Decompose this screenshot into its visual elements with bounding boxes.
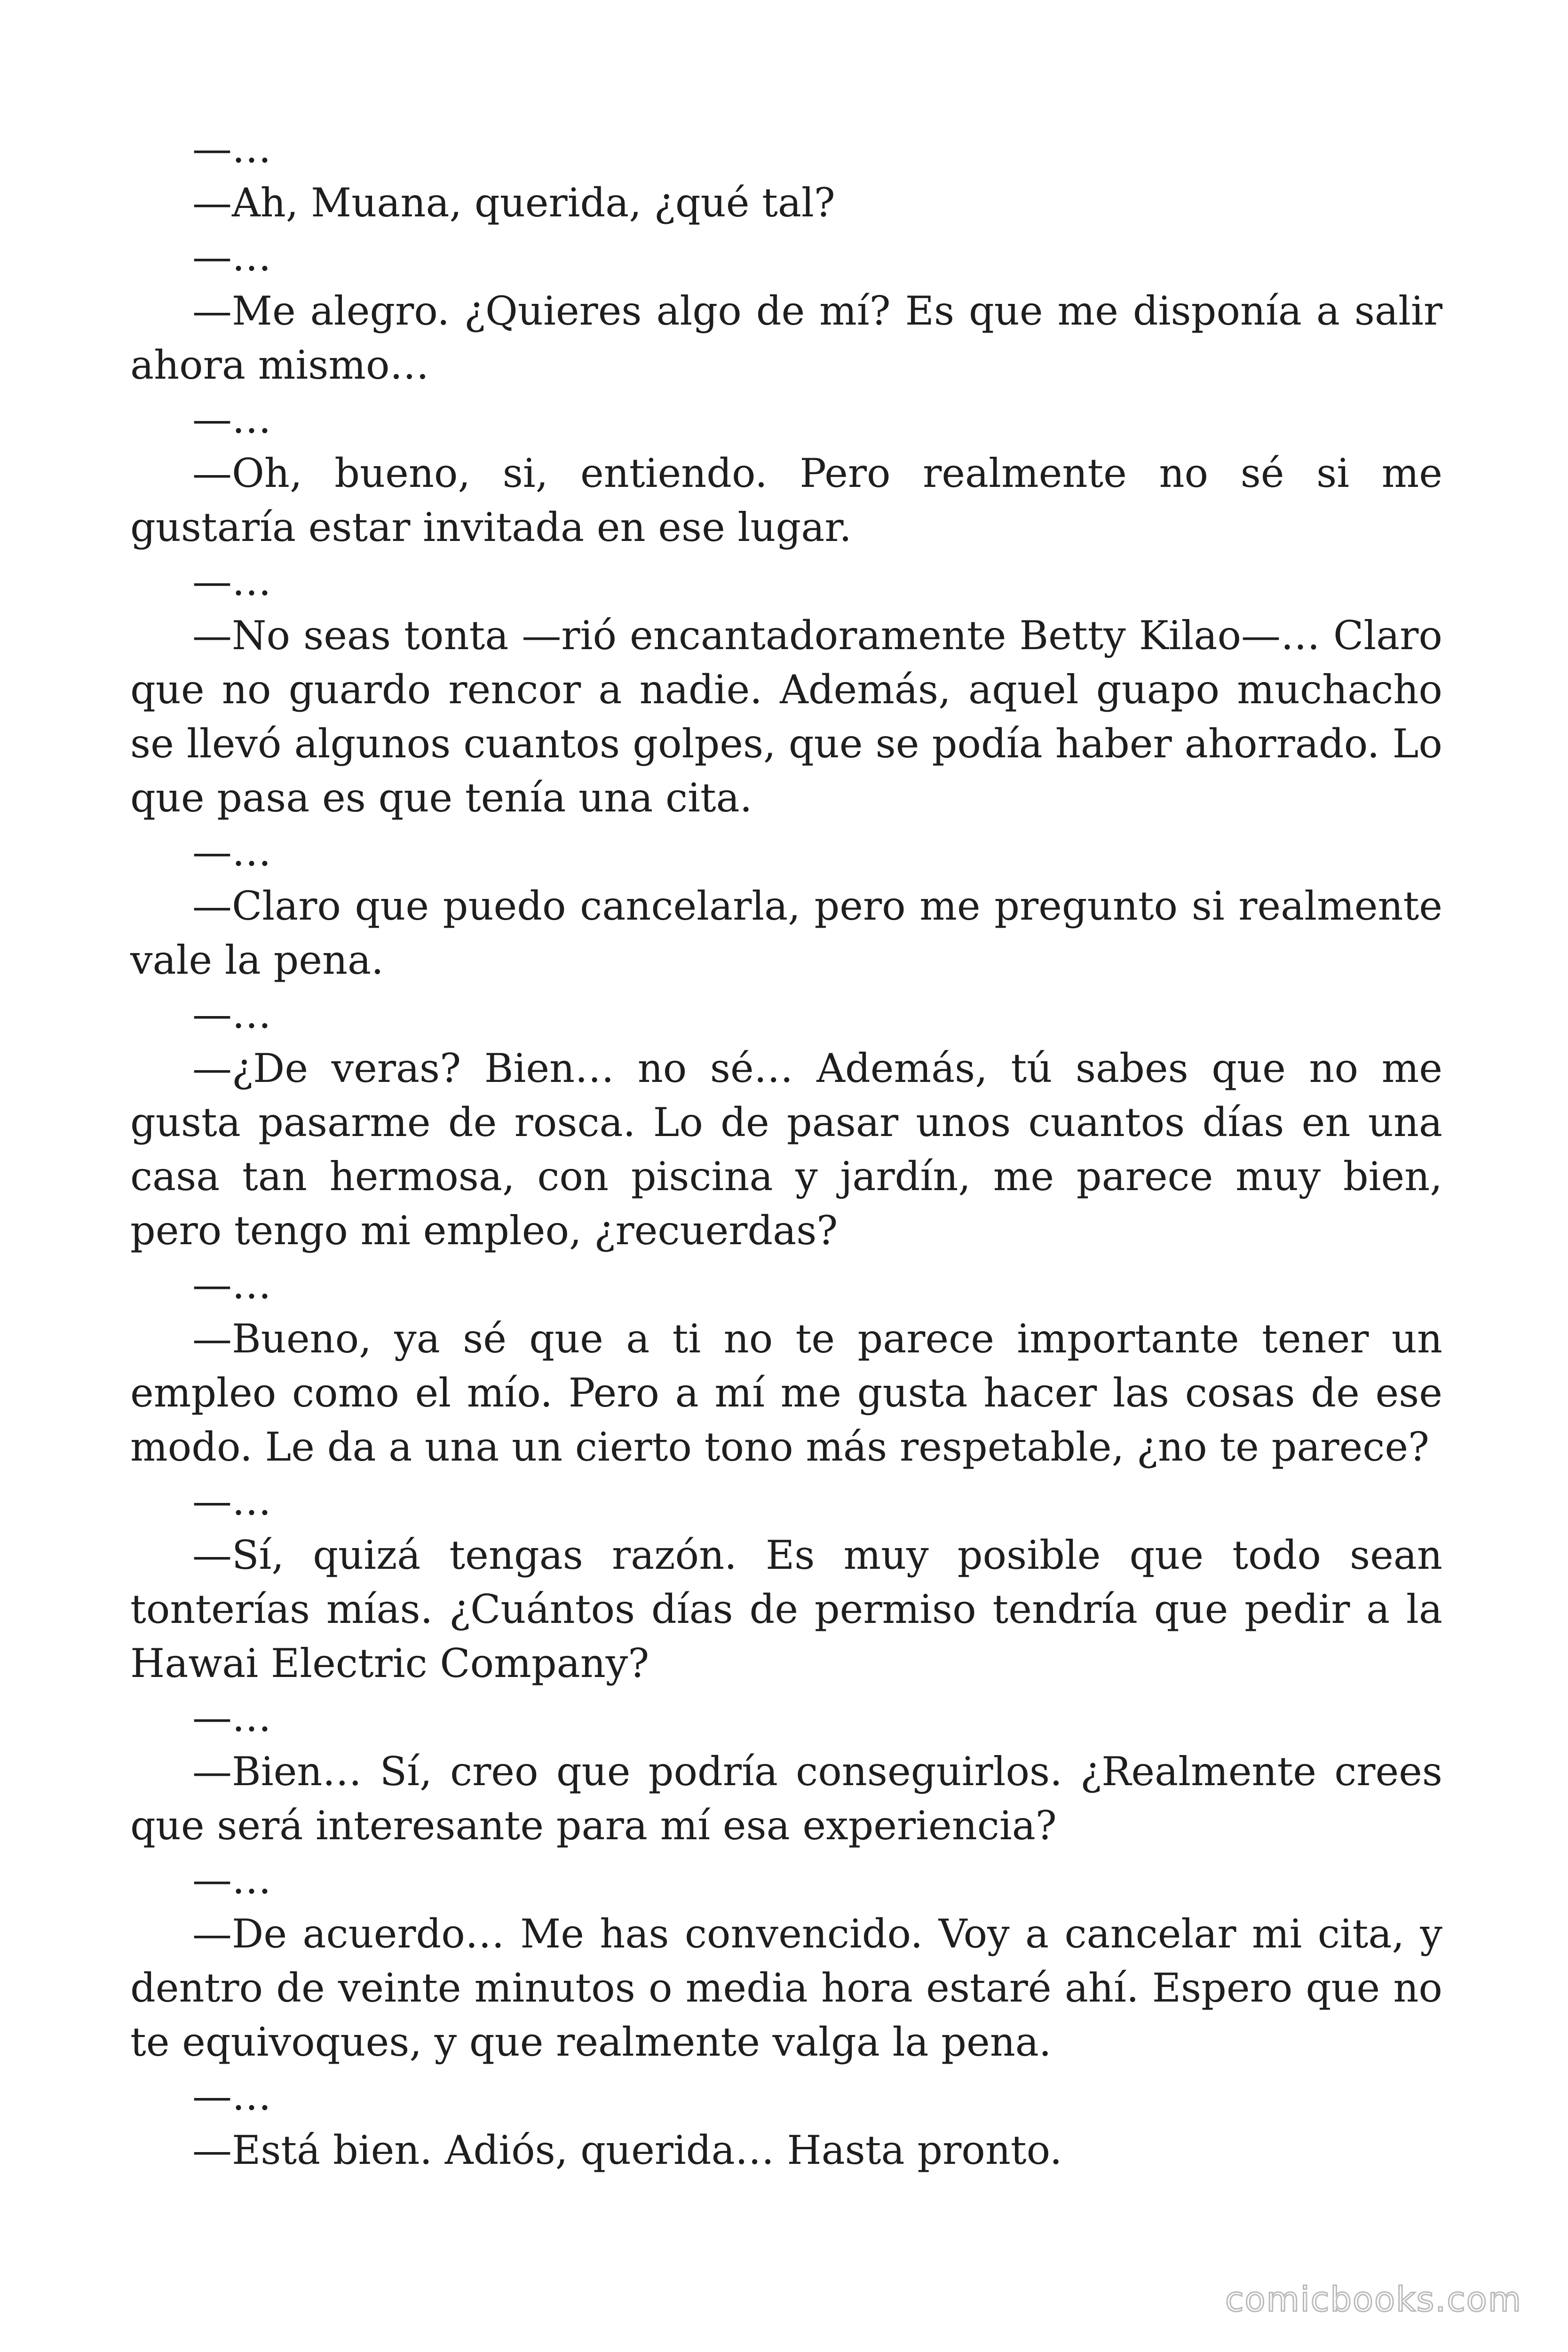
dialogue-paragraph: —Bueno, ya sé que a ti no te parece importante tener un empleo como el mío. Pero a mí me gusta hacer las cosas de ese modo. Le da a una un cierto tono más respetable, ¿no te parece? <box>130 1316 1442 1470</box>
dialogue-paragraph: —¿De veras? Bien… no sé… Además, tú sabes que no me gusta pasarme de rosca. Lo de pasar unos cuantos días en una casa tan hermosa, con piscina y jardín, me parece muy bien, pero tengo mi empleo, ¿recuerdas? <box>130 1045 1442 1254</box>
dialogue-paragraph: —… <box>192 991 271 1037</box>
dialogue-paragraph: —… <box>192 1694 271 1740</box>
dialogue-paragraph: —… <box>192 829 271 875</box>
dialogue-paragraph: —Me alegro. ¿Quieres algo de mí? Es que me disponía a salir ahora mismo… <box>130 288 1442 388</box>
dialogue-paragraph: —De acuerdo… Me has convencido. Voy a cancelar mi cita, y dentro de veinte minutos o media hora estaré ahí. Espero que no te equivoques, y que realmente valga la pena. <box>130 1911 1442 2065</box>
dialogue-paragraph: —… <box>192 396 271 442</box>
dialogue-paragraph: —Claro que puedo cancelarla, pero me pregunto si realmente vale la pena. <box>130 883 1442 983</box>
dialogue-paragraph: —… <box>192 234 271 280</box>
dialogue-paragraph: —Oh, bueno, si, entiendo. Pero realmente no sé si me gustaría estar invitada en ese lugar. <box>130 450 1442 550</box>
dialogue-paragraph: —Sí, quizá tengas razón. Es muy posible que todo sean tonterías mías. ¿Cuántos días de permiso tendría que pedir a la Hawai Electric Company? <box>130 1532 1442 1686</box>
dialogue-paragraph: —… <box>192 1478 271 1524</box>
dialogue-paragraph: —… <box>192 126 271 172</box>
dialogue-paragraph: —Bien… Sí, creo que podría conseguirlos. ¿Realmente crees que será interesante para mí esa experiencia? <box>130 1748 1442 1849</box>
watermark-logo: comicbooks.com <box>1225 2280 1522 2319</box>
dialogue-paragraph: —… <box>192 2073 271 2119</box>
dialogue-paragraph: —Ah, Muana, querida, ¿qué tal? <box>192 180 835 226</box>
dialogue-paragraph: —… <box>192 1262 271 1308</box>
dialogue-paragraph: —… <box>192 558 271 604</box>
dialogue-paragraph: —Está bien. Adiós, querida… Hasta pronto. <box>192 2127 1062 2173</box>
dialogue-paragraph: —… <box>192 1857 271 1903</box>
dialogue-paragraph: —No seas tonta —rió encantadoramente Betty Kilao—… Claro que no guardo rencor a nadie. Además, aquel guapo muchacho se llevó algunos cuantos golpes, que se podía haber ahorrado. Lo que pasa es que tenía una cita. <box>130 612 1442 821</box>
book-page-text <box>130 122 1442 2177</box>
